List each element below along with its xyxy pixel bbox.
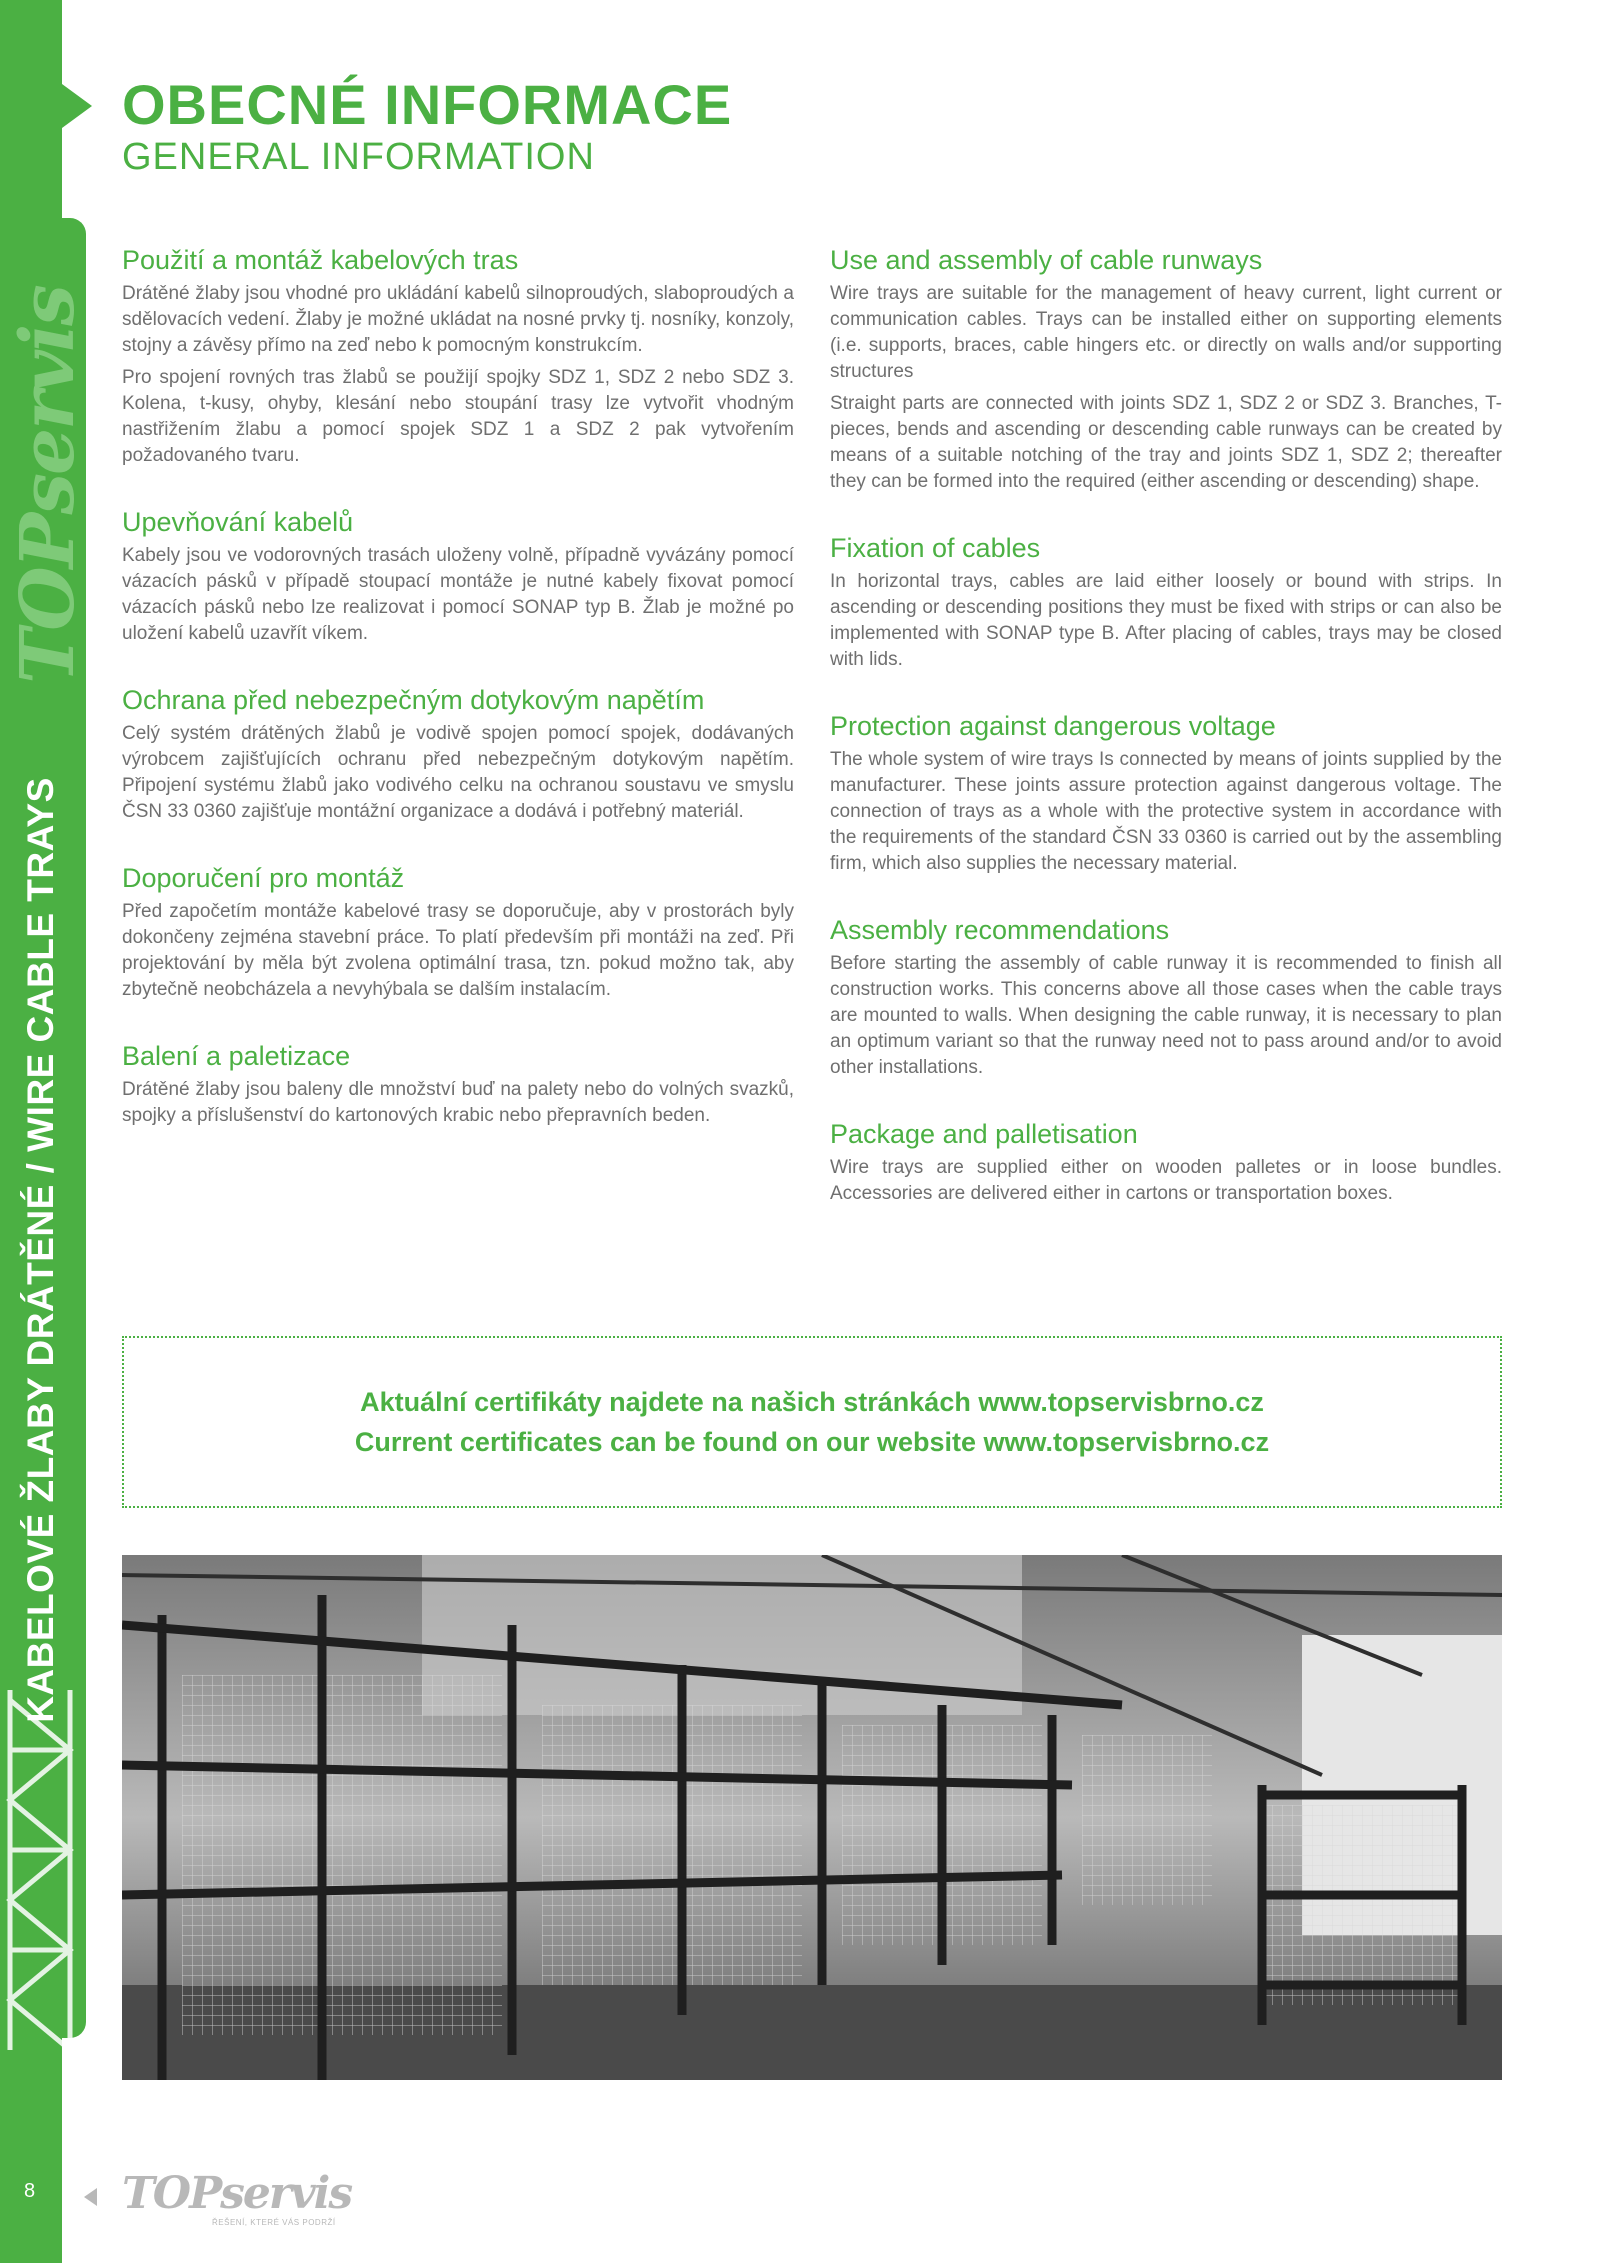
en-section-recommendations bbox=[830, 913, 1502, 1081]
certificates-box bbox=[122, 1336, 1502, 1508]
section-heading: Fixation of cables bbox=[830, 533, 1041, 563]
section-paragraph: The whole system of wire trays Is connected by means of joints supplied by the manufacturer. These joints assure protection against dangerous voltage. The connection of trays as a whole with the protective system in accordance with the requirements of the standard ČSN 33 0360 is carried out by the assembling firm, which also supplies the necessary material. bbox=[830, 749, 1502, 874]
section-paragraph: Drátěné žlaby jsou baleny dle množství buď na palety nebo do volných svazků, spojky a příslušenství do kartonových krabic nebo přepravních beden. bbox=[122, 1079, 794, 1126]
section-paragraph: In horizontal trays, cables are laid either loosely or bound with strips. In ascending or descending positions they must be fixed with strips or can also be implemented with SONAP type B. After placing of cables, trays may be closed with lids. bbox=[830, 571, 1502, 670]
page-number: 8 bbox=[24, 2180, 36, 2202]
truss-graphic bbox=[0, 1690, 88, 2050]
section-paragraph: Před započetím montáže kabelové trasy se doporučuje, aby v prostorách byly dokončeny zejména stavební práce. To platí především při montáži na zeď. Při projektování by měla být zvolena optimální trasa, tzn. pokud možno tak, aby zbytečně neobcházela a nevyhýbala se dalším instalacím. bbox=[122, 901, 794, 1000]
section-heading: Use and assembly of cable runways bbox=[830, 245, 1263, 275]
certificates-text-cz[interactable]: Aktuální certifikáty najdete na našich stránkách www.topservisbrno.cz bbox=[360, 1387, 1264, 1417]
section-heading: Doporučení pro montáž bbox=[122, 863, 405, 893]
footer-logo: TOPservis bbox=[122, 2168, 352, 2219]
section-paragraph: Drátěné žlaby jsou vhodné pro ukládání kabelů silnoproudých, slaboproudých a sdělovacích vedení. Žlaby je možné ukládat na nosné prvky tj. nosníky, konzoly, stojny a závěsy přímo na zeď nebo k pomocným konstrukcím. bbox=[122, 283, 794, 356]
back-arrow-icon[interactable] bbox=[84, 2188, 97, 2206]
footer-slogan: ŘEŠENÍ, KTERÉ VÁS PODRŽÍ bbox=[212, 2218, 336, 2227]
section-paragraph: Kabely jsou ve vodorovných trasách uloženy volně, případně vyvázány pomocí vázacích pásků v případě stoupací montáže je nutné kabely fixovat pomocí vázacích pásků nebo lze realizovat i pomocí SONAP typ B. Žlab je možné po uložení kabelů uzavřít víkem. bbox=[122, 545, 794, 644]
sidebar-logo: TOPservis bbox=[5, 286, 91, 684]
czech-column bbox=[122, 243, 794, 1165]
section-heading: Assembly recommendations bbox=[830, 915, 1170, 945]
section-paragraph: Wire trays are suitable for the management of heavy current, light current or communication cables. Trays can be installed either on supporting elements (i.e. supports, braces, cable hingers etc. or directly on walls and/or supporting structures bbox=[830, 283, 1502, 382]
en-section-package bbox=[830, 1117, 1502, 1207]
section-heading: Použití a montáž kabelových tras bbox=[122, 245, 519, 275]
section-heading: Protection against dangerous voltage bbox=[830, 711, 1276, 741]
section-heading: Ochrana před nebezpečným dotykovým napětím bbox=[122, 685, 705, 715]
cz-section-protection bbox=[122, 683, 794, 825]
section-paragraph: Before starting the assembly of cable runway it is recommended to finish all construction works. This concerns above all those cases when the cable trays are mounted to walls. When designing the cable runway, it is necessary to plan an optimum variant so that the runway need not to pass around and/or to avoid other installations. bbox=[830, 953, 1502, 1078]
section-paragraph: Straight parts are connected with joints SDZ 1, SDZ 2 or SDZ 3. Branches, T-pieces, bends and ascending or descending cable runways can be created by means of a suitable notching of the tray and joints SDZ 1, SDZ 2; thereafter they can be formed into the required (either ascending or descending) shape. bbox=[830, 393, 1502, 492]
section-paragraph: Celý systém drátěných žlabů je vodivě spojen pomocí spojek, dodávaných výrobcem zajišťujících ochranu před nebezpečným dotykovým napětím. Připojení systému žlabů jako vodivého celku na ochranou soustavu ve smyslu ČSN 33 0360 zajišťuje montážní organizace a dodává i potřebný materiál. bbox=[122, 723, 794, 822]
en-section-fixation bbox=[830, 531, 1502, 673]
section-paragraph: Wire trays are supplied either on wooden palletes or in loose bundles. Accessories are delivered either in cartons or transportation boxes. bbox=[830, 1157, 1502, 1204]
page-title: OBECNÉ INFORMACE bbox=[122, 73, 733, 136]
cable-trays-photo bbox=[122, 1555, 1502, 2080]
section-paragraph: Pro spojení rovných tras žlabů se použijí spojky SDZ 1, SDZ 2 nebo SDZ 3. Kolena, t-kusy, ohyby, klesání nebo stoupání trasy lze vytvořit vhodným nastřižením žlabu a pomocí spojek SDZ 1 a SDZ 2 pak vytvořením požadovaného tvaru. bbox=[122, 367, 794, 466]
certificates-text-en[interactable]: Current certificates can be found on our website www.topservisbrno.cz bbox=[354, 1427, 1270, 1457]
cz-section-usage bbox=[122, 243, 794, 469]
section-heading: Package and palletisation bbox=[830, 1119, 1138, 1149]
section-heading: Balení a paletizace bbox=[122, 1041, 351, 1071]
cz-section-fixation bbox=[122, 505, 794, 647]
english-column bbox=[830, 243, 1502, 1243]
cz-section-package bbox=[122, 1039, 794, 1129]
en-section-protection bbox=[830, 709, 1502, 877]
page-subtitle: GENERAL INFORMATION bbox=[122, 136, 595, 178]
sidebar-vertical-title: KABELOVÉ ŽLABY DRÁTĚNÉ / WIRE CABLE TRAYS bbox=[20, 777, 61, 1723]
en-section-usage bbox=[830, 243, 1502, 495]
section-heading: Upevňování kabelů bbox=[122, 507, 354, 537]
cz-section-recommendations bbox=[122, 861, 794, 1003]
